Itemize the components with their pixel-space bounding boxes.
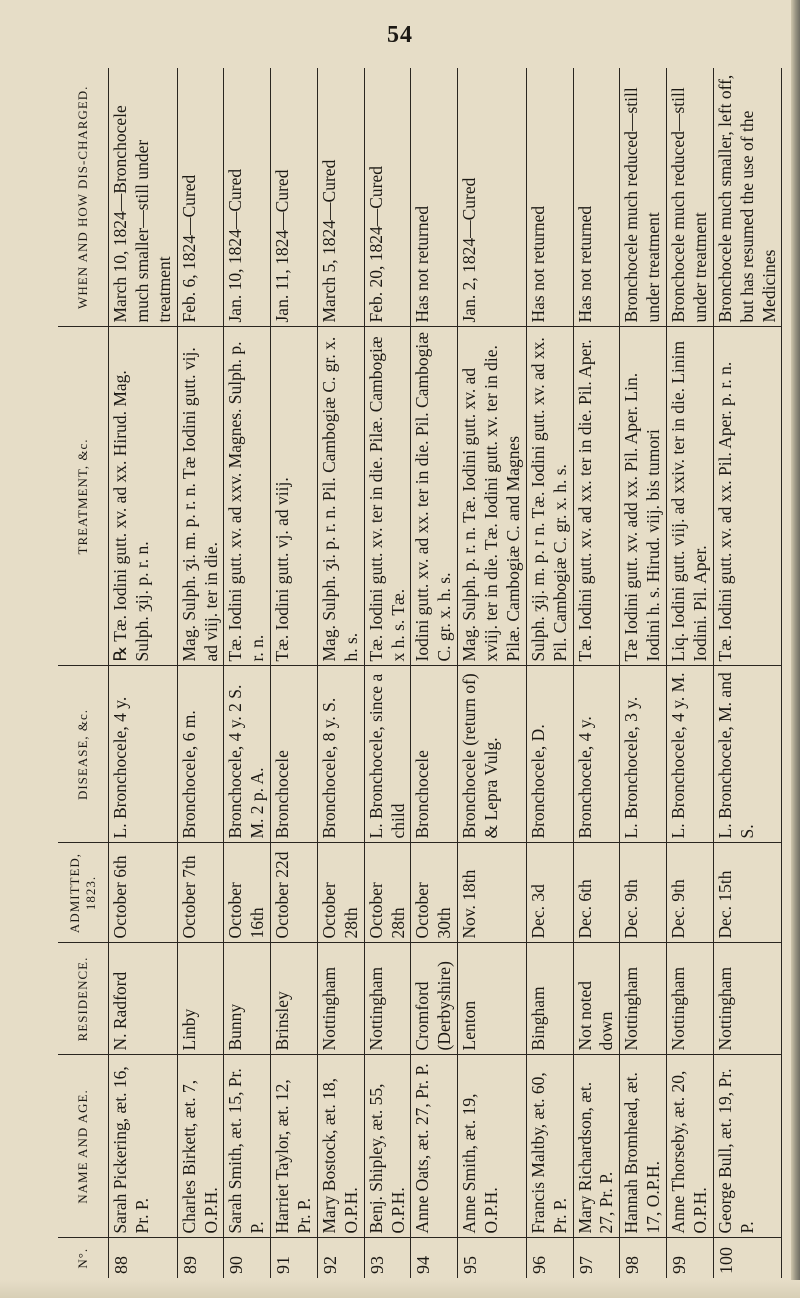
cell-residence: N. Radford bbox=[109, 943, 178, 1055]
page-number: 54 bbox=[387, 22, 413, 48]
cell-disease: L. Bronchocele, 3 y. bbox=[620, 666, 667, 843]
cell-number: 94 bbox=[413, 1256, 434, 1274]
cell-residence: Lenton bbox=[458, 943, 527, 1055]
cell-treatment: Mag. Sulph. p. r. n. Tæ. Iodini gutt. xv. ad xviij. ter in die. Tæ. Iodini gutt. xv. ter in die. Pilæ. Cambogiæ C. and Magnes bbox=[458, 327, 527, 666]
cell-name-and-age: Anne Thorseby, æt. 20, O.P.H. bbox=[667, 1055, 714, 1238]
cell-admitted: Dec. 9th bbox=[667, 843, 714, 943]
cell-treatment: Tæ Iodini gutt. xv. add xx. Pil. Aper. Lin. Iodini h. s. Hirud. viij. bis tumori bbox=[620, 327, 667, 666]
cell-admitted: Dec. 6th bbox=[573, 843, 620, 943]
cell-name-and-age: Charles Birkett, æt. 7, O.P.H. bbox=[177, 1055, 224, 1238]
cell-discharged: March 10, 1824—Bronchocele much smaller—still under treatment bbox=[109, 68, 178, 327]
cell-admitted: October 6th bbox=[109, 843, 178, 943]
cell-residence: Bingham bbox=[526, 943, 573, 1055]
cell-number: 93 bbox=[366, 1256, 387, 1274]
cell-treatment: Tæ. Iodini gutt. xv. ad xxv. Magnes. Sulph. p. r. n. bbox=[224, 327, 271, 666]
cell-disease: Bronchocele (return of) & Lepra Vulg. bbox=[458, 666, 527, 843]
cell-residence: Cromford (Derbyshire) bbox=[411, 943, 458, 1055]
cell-discharged: Bronchocele much reduced—still under treatment bbox=[667, 68, 714, 327]
cell-admitted: Dec. 15th bbox=[713, 843, 782, 943]
table-row bbox=[411, 68, 458, 1278]
cell-number: 92 bbox=[319, 1256, 340, 1274]
cell-disease: L. Bronchocele, since a child bbox=[364, 666, 411, 843]
cell-discharged: Jan. 2, 1824—Cured bbox=[458, 68, 527, 327]
cell-treatment: Tæ. Iodini gutt. xv. ter in die. Pilæ. Cambogiæ x h. s. Tæ. bbox=[364, 327, 411, 666]
cell-number: 96 bbox=[528, 1256, 549, 1274]
table-row bbox=[224, 68, 271, 1278]
table-row bbox=[620, 68, 667, 1278]
cell-disease: Bronchocele bbox=[411, 666, 458, 843]
cell-disease: L. Bronchocele, 4 y. M. bbox=[667, 666, 714, 843]
cell-number: 95 bbox=[460, 1256, 481, 1274]
cell-discharged: Bronchocele much smaller, left off, but has resumed the use of the Medicines bbox=[713, 68, 782, 327]
table-row bbox=[364, 68, 411, 1278]
table-row bbox=[573, 68, 620, 1278]
rotated-register-table bbox=[58, 68, 780, 1278]
cell-discharged: Bronchocele much reduced—still under treatment bbox=[620, 68, 667, 327]
cell-residence: Nottingham bbox=[667, 943, 714, 1055]
cell-treatment: Tæ. Iodini gutt. xv. ad xx. Pil. Aper. p. r. n. bbox=[713, 327, 782, 666]
cell-treatment: Iodini gutt. xv. ad xx. ter in die. Pil. Cambogiæ C. gr. x. h. s. bbox=[411, 327, 458, 666]
table-row bbox=[317, 68, 364, 1278]
cell-name-and-age: Sarah Pickering, æt. 16, Pr. P. bbox=[109, 1055, 178, 1238]
cell-disease: Bronchocele, D. bbox=[526, 666, 573, 843]
cell-number: 97 bbox=[575, 1256, 596, 1274]
table-row bbox=[458, 68, 527, 1278]
cell-name-and-age: Francis Maltby, æt. 60, Pr. P. bbox=[526, 1055, 573, 1238]
cell-residence: Nottingham bbox=[620, 943, 667, 1055]
cell-treatment: ℞ Tæ. Iodini gutt. xv. ad xx. Hirud. Mag. Sulph. ʒij. p. r. n. bbox=[109, 327, 178, 666]
cell-discharged: Has not returned bbox=[526, 68, 573, 327]
cell-discharged: Has not returned bbox=[573, 68, 620, 327]
cell-name-and-age: Benj. Shipley, æt. 55, O.P.H. bbox=[364, 1055, 411, 1238]
cell-admitted: October 28th bbox=[364, 843, 411, 943]
cell-number: 89 bbox=[179, 1256, 200, 1274]
cell-admitted: Dec. 9th bbox=[620, 843, 667, 943]
cell-name-and-age: Anne Oats, æt. 27, Pr. P. bbox=[411, 1055, 458, 1238]
cell-disease: Bronchocele, 4 y. 2 S. M. 2 p. A. bbox=[224, 666, 271, 843]
cell-treatment: Tæ. Iodini gutt. vj. ad viij. bbox=[271, 327, 318, 666]
cell-name-and-age: Mary Richardson, æt. 27, Pr. P. bbox=[573, 1055, 620, 1238]
cell-treatment: Liq. Iodini gutt. viij. ad xxiv. ter in die. Linim Iodini. Pil. Aper. bbox=[667, 327, 714, 666]
cell-residence: Bunny bbox=[224, 943, 271, 1055]
cell-admitted: October 22d bbox=[271, 843, 318, 943]
header-disease: DISEASE, &c. bbox=[58, 666, 109, 843]
cell-disease: L. Bronchocele, 4 y. bbox=[109, 666, 178, 843]
cell-disease: L. Bronchocele, M. and S. bbox=[713, 666, 782, 843]
cell-discharged: March 5, 1824—Cured bbox=[317, 68, 364, 327]
cell-admitted: Dec. 3d bbox=[526, 843, 573, 943]
header-admitted: ADMITTED, 1823. bbox=[58, 843, 109, 943]
cell-name-and-age: Sarah Smith, æt. 15, Pr. P. bbox=[224, 1055, 271, 1238]
cell-disease: Bronchocele, 8 y. S. bbox=[317, 666, 364, 843]
cell-residence: Nottingham bbox=[317, 943, 364, 1055]
cell-admitted: October 30th bbox=[411, 843, 458, 943]
cell-disease: Bronchocele, 6 m. bbox=[177, 666, 224, 843]
cell-number: 90 bbox=[226, 1256, 247, 1274]
cell-admitted: October 28th bbox=[317, 843, 364, 943]
header-residence: RESIDENCE. bbox=[58, 943, 109, 1055]
cell-number: 100 bbox=[715, 1247, 736, 1274]
cell-treatment: Sulph. ʒij. m. p. r n. Tæ. Iodini gutt. xv. ad xx. Pil. Cambogiæ C. gr. x. h. s. bbox=[526, 327, 573, 666]
cell-number: 91 bbox=[273, 1256, 294, 1274]
page-edge-binding bbox=[791, 0, 800, 1298]
header-discharged: WHEN AND HOW DIS-CHARGED. bbox=[58, 68, 109, 327]
cell-name-and-age: George Bull, æt. 19, Pr. P. bbox=[713, 1055, 782, 1238]
cell-treatment: Mag. Sulph. ʒi. m. p. r. n. Tæ Iodini gutt. vij. ad viij. ter in die. bbox=[177, 327, 224, 666]
cell-discharged: Jan. 10, 1824—Cured bbox=[224, 68, 271, 327]
cell-discharged: Jan. 11, 1824—Cured bbox=[271, 68, 318, 327]
table-row bbox=[667, 68, 714, 1278]
cell-name-and-age: Harriet Taylor, æt. 12, Pr. P. bbox=[271, 1055, 318, 1238]
cell-number: 99 bbox=[669, 1256, 689, 1274]
header-name-and-age: NAME AND AGE. bbox=[58, 1055, 109, 1238]
table-row bbox=[526, 68, 573, 1278]
cell-name-and-age: Mary Bostock, æt. 18, O.P.H. bbox=[317, 1055, 364, 1238]
table-row bbox=[109, 68, 178, 1278]
header-number: N°. bbox=[58, 1238, 109, 1278]
cell-residence: Nottingham bbox=[364, 943, 411, 1055]
cell-disease: Bronchocele, 4 y. bbox=[573, 666, 620, 843]
table-row bbox=[177, 68, 224, 1278]
cell-admitted: October 16th bbox=[224, 843, 271, 943]
cell-residence: Brinsley bbox=[271, 943, 318, 1055]
page-bottom-edge bbox=[0, 1280, 800, 1298]
cell-residence: Not noted down bbox=[573, 943, 620, 1055]
cell-residence: Nottingham bbox=[713, 943, 782, 1055]
cell-admitted: October 7th bbox=[177, 843, 224, 943]
cell-name-and-age: Anne Smith, æt. 19, O.P.H. bbox=[458, 1055, 527, 1238]
cell-number: 88 bbox=[111, 1256, 131, 1274]
cell-residence: Linby bbox=[177, 943, 224, 1055]
table-row bbox=[271, 68, 318, 1278]
cell-discharged: Feb. 6, 1824—Cured bbox=[177, 68, 224, 327]
header-row bbox=[58, 68, 109, 1278]
cell-discharged: Has not returned bbox=[411, 68, 458, 327]
patient-register-table bbox=[58, 68, 782, 1278]
table-row bbox=[713, 68, 782, 1278]
cell-name-and-age: Hannah Bromhead, æt. 17, O.P.H. bbox=[620, 1055, 667, 1238]
header-treatment: TREATMENT, &c. bbox=[58, 327, 109, 666]
cell-treatment: Mag. Sulph. ʒi. p. r. n. Pil. Cambogiæ C. gr. x. h. s. bbox=[317, 327, 364, 666]
cell-discharged: Feb. 20, 1824—Cured bbox=[364, 68, 411, 327]
cell-disease: Bronchocele bbox=[271, 666, 318, 843]
cell-admitted: Nov. 18th bbox=[458, 843, 527, 943]
cell-treatment: Tæ. Iodini gutt. xv. ad xx. ter in die. Pil. Aper. bbox=[573, 327, 620, 666]
cell-number: 98 bbox=[622, 1256, 643, 1274]
